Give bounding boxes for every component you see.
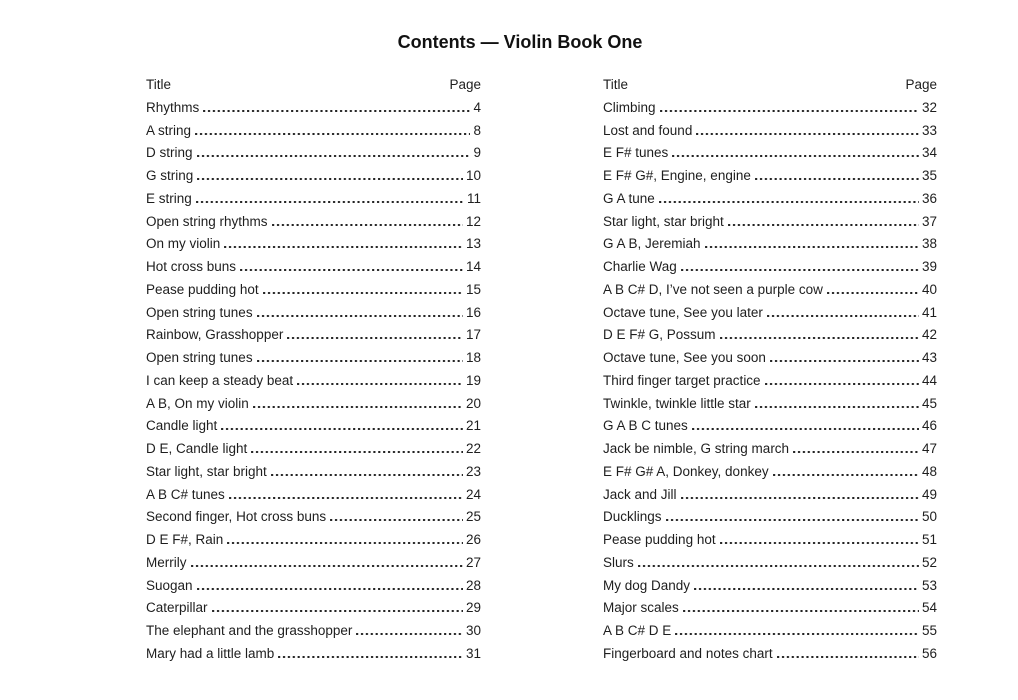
toc-entry-title: A string	[146, 122, 192, 138]
toc-leader-dots	[227, 542, 463, 544]
toc-leader-dots	[272, 224, 463, 226]
toc-entry-title: Octave tune, See you later	[603, 304, 763, 320]
toc-entry-row	[603, 620, 937, 643]
toc-entry-page: 24	[465, 486, 481, 502]
toc-entries-right	[603, 97, 937, 666]
toc-entry-page: 18	[465, 350, 481, 365]
toc-entry-page: 11	[466, 190, 481, 206]
toc-entry-row	[146, 529, 481, 552]
toc-entry-title: G string	[146, 168, 194, 183]
toc-entry-row	[603, 529, 937, 552]
toc-entry-page: 45	[921, 395, 937, 411]
toc-entry-title: Open string rhythms	[146, 213, 268, 229]
toc-entry-row	[603, 347, 937, 370]
toc-leader-dots	[197, 588, 463, 590]
toc-entry-title: E F# tunes	[603, 145, 669, 161]
toc-entry-page: 20	[465, 395, 481, 411]
toc-header-title: Title	[603, 77, 629, 92]
toc-leader-dots	[257, 360, 463, 362]
toc-leader-dots	[659, 201, 919, 203]
toc-entry-title: G A B C tunes	[603, 418, 688, 434]
toc-entry-title: D E, Candle light	[146, 441, 248, 456]
toc-leader-dots	[330, 519, 463, 521]
toc-entry-title: Ducklings	[603, 509, 662, 525]
toc-entry-title: Star light, star bright	[603, 213, 724, 229]
toc-header-page: Page	[449, 77, 481, 92]
toc-leader-dots	[196, 201, 464, 203]
toc-entry-row	[146, 188, 481, 211]
toc-entry-row	[603, 97, 937, 120]
toc-entry-row	[146, 142, 481, 165]
toc-entry-page: 12	[465, 213, 481, 229]
toc-leader-dots	[195, 133, 470, 135]
toc-entry-row	[146, 461, 481, 484]
toc-leader-dots	[638, 565, 919, 567]
toc-entry-title: Jack and Jill	[603, 486, 677, 502]
toc-leader-dots	[720, 542, 919, 544]
toc-header-page: Page	[905, 77, 937, 92]
toc-column-left	[146, 74, 481, 666]
toc-entry-title: A B C# tunes	[146, 486, 225, 502]
toc-entry-page: 32	[921, 99, 937, 115]
toc-entry-row	[603, 302, 937, 325]
toc-leader-dots	[660, 110, 919, 112]
toc-entry-row	[603, 256, 937, 279]
toc-entry-title: Second finger, Hot cross buns	[146, 509, 327, 525]
toc-entry-row	[146, 233, 481, 256]
toc-entry-page: 54	[921, 600, 937, 616]
toc-entry-title: E F# G#, Engine, engine	[603, 168, 751, 183]
toc-entry-title: D E F#, Rain	[146, 532, 224, 547]
toc-entry-page: 40	[921, 281, 937, 297]
toc-entry-title: Slurs	[603, 554, 634, 570]
toc-entry-row	[603, 643, 937, 666]
toc-entry-row	[603, 142, 937, 165]
toc-entry-page: 51	[921, 532, 937, 547]
toc-entry-row	[603, 575, 937, 598]
toc-entry-row	[146, 347, 481, 370]
toc-leader-dots	[203, 110, 470, 112]
toc-entry-page: 26	[465, 532, 481, 547]
toc-entry-page: 10	[465, 168, 481, 183]
toc-leader-dots	[692, 428, 919, 430]
toc-entry-row	[146, 302, 481, 325]
toc-entry-title: Star light, star bright	[146, 463, 267, 479]
toc-entry-page: 41	[921, 304, 937, 320]
toc-entry-page: 52	[921, 554, 937, 570]
toc-entry-row	[603, 211, 937, 234]
toc-entry-row	[603, 484, 937, 507]
toc-leader-dots	[251, 451, 463, 453]
toc-entry-page: 50	[921, 509, 937, 525]
toc-entry-title: Rhythms	[146, 99, 200, 115]
toc-entry-row	[603, 188, 937, 211]
toc-column-right	[603, 74, 937, 666]
toc-entry-row	[603, 415, 937, 438]
toc-entry-title: I can keep a steady beat	[146, 372, 294, 388]
toc-entry-row	[603, 370, 937, 393]
toc-leader-dots	[681, 497, 919, 499]
toc-entry-row	[146, 324, 481, 347]
toc-leader-dots	[777, 656, 919, 658]
toc-entry-title: Caterpillar	[146, 600, 208, 616]
toc-entry-row	[603, 438, 937, 461]
toc-entry-title: Hot cross buns	[146, 259, 237, 274]
toc-entry-title: E string	[146, 190, 192, 206]
toc-entry-row	[603, 552, 937, 575]
toc-entry-page: 56	[921, 645, 937, 661]
toc-leader-dots	[683, 610, 919, 612]
toc-entry-row	[603, 461, 937, 484]
toc-entry-row	[146, 370, 481, 393]
toc-entry-page: 34	[921, 145, 937, 161]
toc-leader-dots	[666, 519, 919, 521]
toc-entry-page: 27	[465, 554, 481, 570]
toc-leader-dots	[728, 224, 919, 226]
toc-entries-left	[146, 97, 481, 666]
toc-entry-title: The elephant and the grasshopper	[146, 623, 353, 638]
toc-leader-dots	[197, 178, 463, 180]
toc-entry-page: 48	[921, 463, 937, 479]
toc-entry-page: 29	[465, 600, 481, 616]
toc-leader-dots	[770, 360, 919, 362]
page-title: Contents — Violin Book One	[397, 32, 643, 52]
toc-leader-dots	[263, 292, 463, 294]
toc-entry-row	[603, 393, 937, 416]
toc-entry-page: 43	[921, 350, 937, 365]
toc-entry-page: 42	[921, 327, 937, 343]
toc-entry-title: Fingerboard and notes chart	[603, 645, 773, 661]
toc-entry-title: On my violin	[146, 236, 221, 252]
toc-leader-dots	[278, 656, 463, 658]
toc-entry-title: Suogan	[146, 577, 193, 593]
toc-entry-row	[603, 165, 937, 188]
toc-leader-dots	[257, 315, 463, 317]
toc-entry-row	[146, 165, 481, 188]
toc-leader-dots	[229, 497, 463, 499]
toc-entry-page: 37	[921, 213, 937, 229]
toc-entry-row	[146, 552, 481, 575]
toc-entry-row	[603, 120, 937, 143]
toc-entry-row	[146, 643, 481, 666]
toc-entry-row	[146, 279, 481, 302]
toc-entry-title: A B C# D, I’ve not seen a purple cow	[603, 281, 823, 297]
toc-entry-page: 30	[465, 623, 481, 638]
toc-entry-title: Mary had a little lamb	[146, 645, 275, 661]
toc-entry-title: Jack be nimble, G string march	[603, 441, 790, 456]
toc-entry-row	[146, 484, 481, 507]
toc-leader-dots	[240, 269, 463, 271]
toc-entry-title: Open string tunes	[146, 304, 253, 320]
toc-entry-title: E F# G# A, Donkey, donkey	[603, 463, 769, 479]
toc-entry-title: Lost and found	[603, 122, 693, 138]
toc-leader-dots	[681, 269, 919, 271]
toc-entry-row	[146, 575, 481, 598]
toc-entry-title: D E F# G, Possum	[603, 327, 716, 343]
toc-entry-title: Charlie Wag	[603, 259, 677, 274]
toc-entry-page: 53	[921, 577, 937, 593]
toc-entry-title: Twinkle, twinkle little star	[603, 395, 751, 411]
toc-entry-title: Octave tune, See you soon	[603, 350, 766, 365]
toc-entry-row	[146, 506, 481, 529]
toc-leader-dots	[287, 337, 463, 339]
toc-leader-dots	[221, 428, 463, 430]
toc-leader-dots	[755, 406, 919, 408]
toc-entry-row	[146, 97, 481, 120]
toc-entry-row	[146, 438, 481, 461]
toc-entry-page: 8	[473, 122, 481, 138]
toc-leader-dots	[212, 610, 463, 612]
toc-leader-dots	[672, 155, 919, 157]
toc-header-row	[146, 74, 481, 97]
toc-leader-dots	[793, 451, 919, 453]
toc-entry-title: Open string tunes	[146, 350, 253, 365]
toc-entry-row	[146, 415, 481, 438]
toc-entry-page: 22	[465, 441, 481, 456]
toc-leader-dots	[224, 246, 463, 248]
toc-entry-row	[146, 620, 481, 643]
toc-entry-row	[146, 256, 481, 279]
toc-entry-page: 39	[921, 259, 937, 274]
toc-entry-page: 49	[921, 486, 937, 502]
toc-leader-dots	[767, 315, 919, 317]
toc-entry-row	[603, 324, 937, 347]
toc-leader-dots	[271, 474, 463, 476]
toc-entry-title: Climbing	[603, 99, 656, 115]
toc-entry-page: 14	[465, 259, 481, 274]
toc-entry-page: 16	[465, 304, 481, 320]
toc-entry-page: 4	[473, 99, 481, 115]
toc-entry-title: Rainbow, Grasshopper	[146, 327, 284, 343]
toc-entry-row	[146, 120, 481, 143]
toc-leader-dots	[696, 133, 919, 135]
toc-leader-dots	[694, 588, 919, 590]
toc-header-row	[603, 74, 937, 97]
toc-leader-dots	[765, 383, 919, 385]
toc-entry-title: Pease pudding hot	[603, 532, 716, 547]
toc-entry-title: My dog Dandy	[603, 577, 691, 593]
toc-leader-dots	[675, 633, 919, 635]
toc-entry-title: A B, On my violin	[146, 395, 249, 411]
toc-entry-row	[146, 211, 481, 234]
toc-entry-page: 21	[465, 418, 481, 434]
toc-entry-page: 15	[465, 281, 481, 297]
toc-header-title: Title	[146, 77, 172, 92]
toc-entry-title: Major scales	[603, 600, 679, 616]
toc-entry-row	[603, 233, 937, 256]
toc-entry-page: 17	[465, 327, 481, 343]
toc-leader-dots	[197, 155, 471, 157]
toc-leader-dots	[755, 178, 919, 180]
toc-leader-dots	[191, 565, 463, 567]
toc-leader-dots	[356, 633, 463, 635]
toc-entry-page: 36	[921, 190, 937, 206]
toc-entry-page: 33	[921, 122, 937, 138]
toc-entry-title: D string	[146, 145, 193, 161]
toc-leader-dots	[773, 474, 919, 476]
toc-leader-dots	[253, 406, 463, 408]
toc-entry-title: G A B, Jeremiah	[603, 236, 701, 252]
toc-leader-dots	[705, 246, 919, 248]
toc-entry-page: 31	[465, 645, 481, 661]
toc-entry-row	[603, 279, 937, 302]
toc-entry-title: Candle light	[146, 418, 218, 434]
toc-entry-page: 28	[465, 577, 481, 593]
toc-entry-page: 44	[921, 372, 937, 388]
toc-entry-row	[603, 506, 937, 529]
toc-leader-dots	[297, 383, 463, 385]
toc-entry-title: Merrily	[146, 554, 187, 570]
toc-entry-title: G A tune	[603, 190, 655, 206]
toc-entry-row	[146, 597, 481, 620]
toc-entry-row	[603, 597, 937, 620]
toc-entry-page: 25	[465, 509, 481, 525]
toc-entry-page: 47	[921, 441, 937, 456]
toc-entry-page: 35	[921, 168, 937, 183]
toc-entry-page: 19	[465, 372, 481, 388]
toc-entry-page: 9	[473, 145, 481, 161]
toc-entry-page: 55	[921, 623, 937, 638]
toc-entry-title: Pease pudding hot	[146, 281, 259, 297]
toc-entry-page: 46	[921, 418, 937, 434]
toc-entry-title: Third finger target practice	[603, 372, 761, 388]
toc-entry-page: 23	[465, 463, 481, 479]
toc-leader-dots	[827, 292, 919, 294]
toc-leader-dots	[720, 337, 919, 339]
toc-entry-row	[146, 393, 481, 416]
toc-entry-title: A B C# D E	[603, 623, 672, 638]
toc-entry-page: 13	[465, 236, 481, 252]
toc-entry-page: 38	[921, 236, 937, 252]
